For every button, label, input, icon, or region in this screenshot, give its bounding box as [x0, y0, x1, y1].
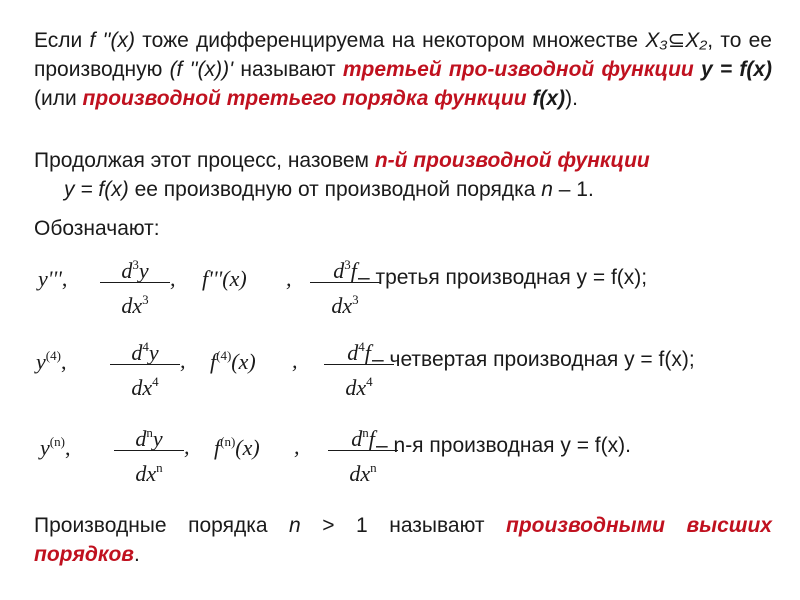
fraction-d3f-dx3: $d^3f$ $dx^3$ — [310, 250, 380, 315]
formula-derivative: (f ''(x))' — [169, 58, 234, 81]
term-higher-order-derivatives: производными высших порядков — [34, 514, 772, 566]
formula-f-second: f ''(x) — [89, 29, 136, 52]
separator: , — [180, 348, 186, 373]
formula-y-fx: y = f(x) — [700, 58, 772, 81]
term-third-derivative: третьей про-изводной функции — [342, 58, 701, 81]
formula-set: X₃⊆X₂ — [645, 29, 708, 52]
text: Если — [34, 29, 90, 52]
text: . — [134, 543, 140, 566]
text: , то ее производную — [34, 29, 772, 81]
paragraph-third-derivative — [34, 26, 772, 113]
paragraph-notation — [34, 214, 772, 243]
paragraph-nth-derivative — [34, 146, 772, 204]
text: Продолжая этот процесс, назовем — [34, 149, 375, 172]
separator: , — [292, 348, 298, 373]
text: (или — [34, 87, 83, 110]
term-nth-derivative: n-й производной функции — [374, 149, 650, 172]
notation-label: Обозначают: — [34, 217, 160, 240]
paragraph-higher-order — [34, 511, 772, 569]
separator: , — [170, 266, 176, 291]
separator: , — [286, 266, 292, 291]
fraction-dny-dxn: $d^ny$ $dx^n$ — [114, 418, 184, 483]
separator: , — [294, 434, 300, 459]
description-nth: – n-я производная y = f(x). — [376, 434, 631, 457]
formula-row-fourth — [30, 328, 770, 404]
text: тоже дифференцируема на некотором множестве — [135, 29, 646, 52]
description-fourth: – четвертая производная y = f(x); — [372, 348, 695, 371]
formula-f-4: $f^{(4)}(x)$ — [210, 348, 256, 374]
formula-y-4: $y^{(4)}$, — [36, 348, 67, 374]
formula-y-n: $y^{(n)}$, — [40, 434, 71, 460]
var-n: n — [289, 514, 301, 537]
description-third: – третья производная y = f(x); — [358, 266, 648, 289]
fraction-dnf-dxn: $d^nf$ $dx^n$ — [328, 418, 398, 483]
separator: , — [184, 434, 190, 459]
formula-row-nth — [30, 414, 770, 490]
formula-f-triple-prime: f'''(x) — [202, 266, 247, 291]
formula-fx: f(x) — [532, 87, 566, 110]
formula-row-third — [30, 246, 770, 322]
formula-f-n: $f^{(n)}(x)$ — [214, 434, 260, 460]
text: ). — [565, 87, 578, 110]
fraction-d4y-dx4: $d^4y$ $dx^4$ — [110, 332, 180, 397]
formula-y-primes: y''', — [38, 266, 68, 291]
formula-y-fx: y = f(x) — [64, 178, 129, 201]
fraction-d3y-dx3: $d^3y$ $dx^3$ — [100, 250, 170, 315]
text: > 1 называют — [300, 514, 506, 537]
text: Производные порядка — [34, 514, 290, 537]
fraction-d4f-dx4: $d^4f$ $dx^4$ — [324, 332, 394, 397]
term-third-order-derivative: производной третьего порядка функции — [82, 87, 533, 110]
text: называют — [233, 58, 343, 81]
text: ее производную от производной порядка — [128, 178, 542, 201]
var-n: n — [541, 178, 553, 201]
text: – 1. — [552, 178, 594, 201]
